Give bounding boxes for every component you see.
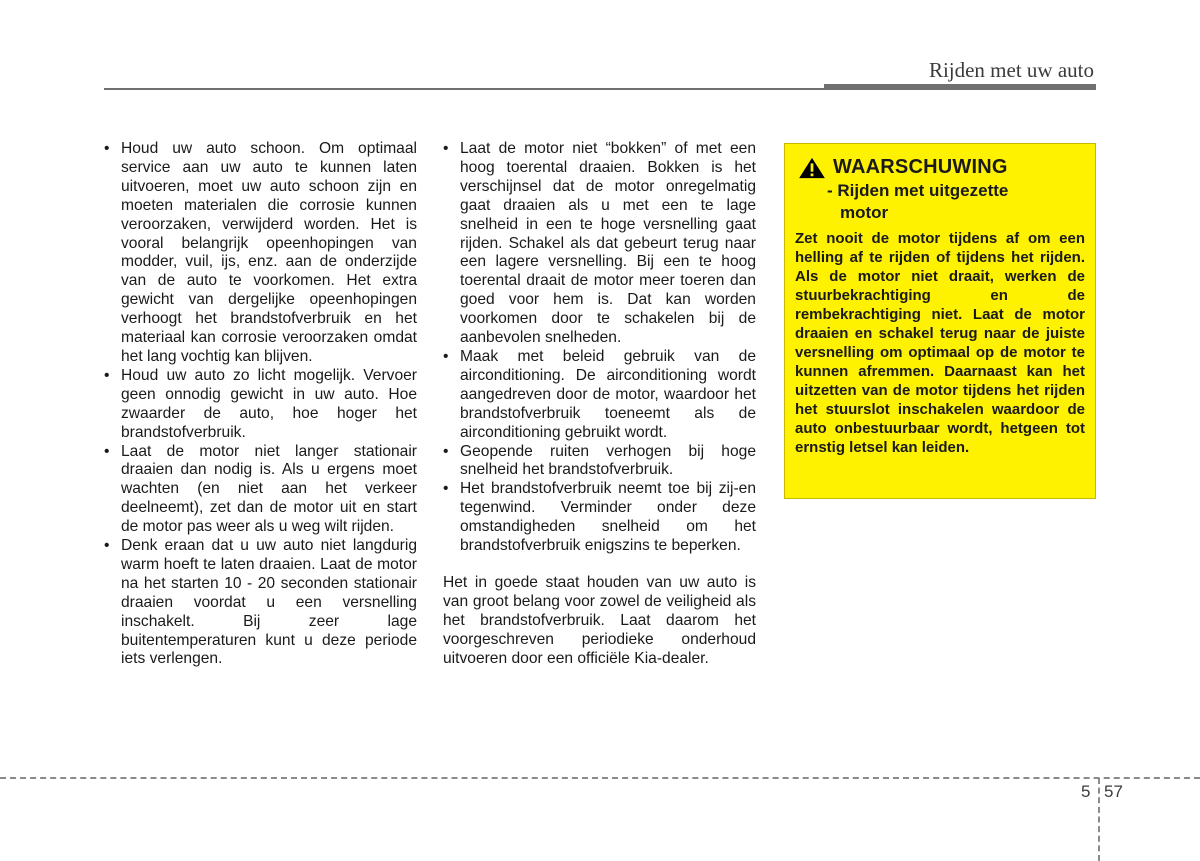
footer-divider [0, 777, 1200, 779]
list-item: • Houd uw auto zo licht mogelijk. Vervoer geen onnodig gewicht in uw auto. Hoe zwaarder de auto, hoe hoger het brandstofverbruik. [104, 367, 417, 443]
page-number: 57 [1104, 782, 1123, 801]
list-item: • Geopende ruiten verhogen bij hoge snelheid het brandstofverbruik. [443, 443, 756, 481]
list-item: • Laat de motor niet langer stationair draaien dan nodig is. Als u ergens moet wachten (en niet aan het verkeer deelneemt), zet dan de motor uit en start de motor pas weer als u weg wilt rijden. [104, 443, 417, 538]
header-divider-accent [824, 84, 1096, 90]
list-item: • Maak met beleid gebruik van de airconditioning. De airconditioning wordt aangedreven door de motor, waardoor het brandstofverbruik toeneemt als de airconditioning gebruikt wordt. [443, 348, 756, 443]
warning-title: WAARSCHUWING [833, 156, 1008, 178]
warning-subtitle: - Rijden met uitgezette [827, 181, 1009, 200]
list-item: • Denk eraan dat u uw auto niet langdurig warm hoeft te laten draaien. Laat de motor na het starten 10 - 20 seconden stationair draaien voordat u een versnelling inschakelt. Bij zeer lage buitentemperaturen kunt u deze periode iets verlengen. [104, 537, 417, 669]
warning-body: Zet nooit de motor tijdens af om een helling af te rijden of tijdens het rijden. Als de motor niet draait, werken de stuurbekrachtiging en de rembekrachtiging niet. Laat de motor draaien en schakel terug naar de juiste versnelling om optimaal op de motor te kunnen afremmen. Daarnaast kan het uitzetten van de motor tijdens het rijden het stuurslot inschakelen waardoor de auto onbestuurbaar wordt, hetgeen tot ernstig letsel kan leiden. [795, 230, 1085, 456]
warning-box [784, 143, 1096, 499]
list-item: • Laat de motor niet “bokken” of met een hoog toerental draaien. Bokken is het verschijnsel dat de motor onregelmatig gaat draaien als u met een te lage snelheid in een te hoge versnelling gaat rijden. Schakel als dat gebeurt terug naar een lagere versnelling. Bij een te hoog toerental draait de motor meer toeren dan goed voor hem is. Dat kan worden voorkomen door te schakelen bij de aanbevolen snelheden. [443, 140, 756, 348]
warning-triangle-icon [797, 157, 827, 179]
section-number: 5 [1081, 782, 1091, 801]
list-item: • Houd uw auto schoon. Om optimaal service aan uw auto te kunnen laten uitvoeren, moet uw auto schoon zijn en moeten materialen die corrosie kunnen veroorzaken, verwijderd worden. Het is vooral belangrijk opeenhopingen van modder, vuil, ijs, enz. aan de onderzijde van de auto te voorkomen. Het extra gewicht van dergelijke opeenhopingen verhoogt het brandstofverbruik en het materiaal kan corrosie veroorzaken omdat het lang vochtig kan blijven. [104, 140, 417, 367]
footer-page-divider [1098, 778, 1100, 861]
list-item: • Het brandstofverbruik neemt toe bij zij-en tegenwind. Verminder onder deze omstandigheden snelheid om het brandstofverbruik enigszins te beperken. [443, 480, 756, 556]
text-column-left [104, 140, 417, 669]
page-header-title: Rijden met uw auto [928, 58, 1094, 82]
maintenance-paragraph: Het in goede staat houden van uw auto is van groot belang voor zowel de veiligheid als het brandstofverbruik. Laat daarom het voorgeschreven periodieke onderhoud uitvoeren door een officiële Kia-dealer. [443, 573, 756, 667]
bullet-list [104, 140, 417, 669]
warning-header [795, 156, 1085, 179]
text-column-middle [443, 140, 756, 684]
warning-subtitle-continued: motor [840, 203, 889, 222]
bullet-list [443, 140, 756, 556]
header-divider [104, 88, 824, 90]
